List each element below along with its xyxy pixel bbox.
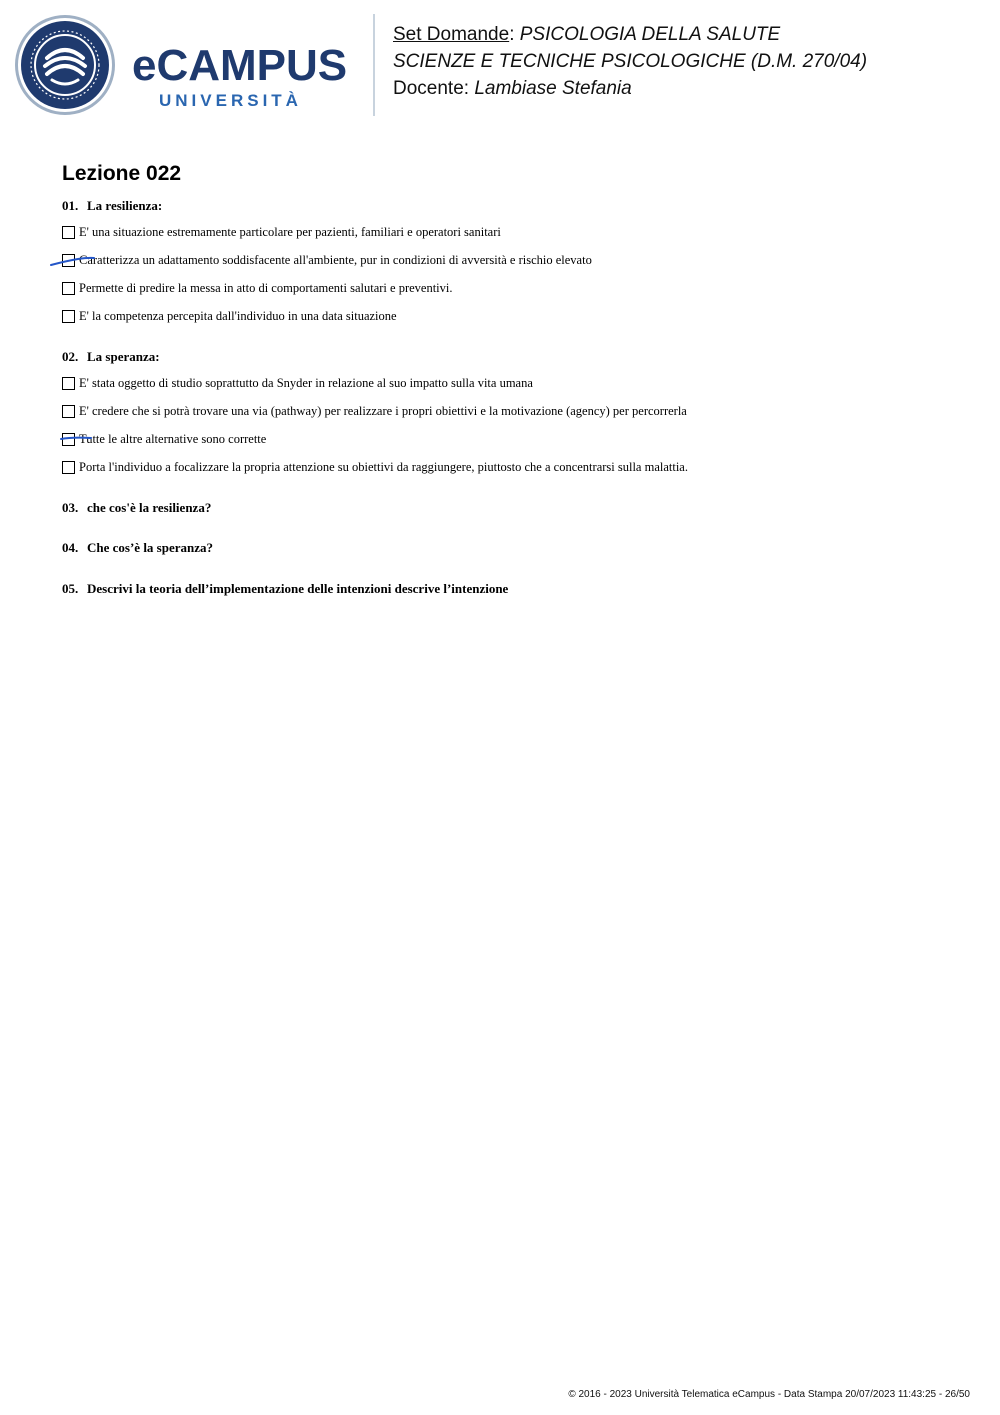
question-02-option-1[interactable]: E' stata oggetto di studio soprattutto da Snyder in relazione al suo impatto sulla vita umana [62, 375, 533, 391]
header-divider [373, 14, 375, 116]
logo-subtext: UNIVERSITÀ [159, 91, 302, 110]
page-footer: © 2016 - 2023 Università Telematica eCampus - Data Stampa 20/07/2023 11:43:25 - 26/50 [568, 1389, 970, 1400]
set-line: Set Domande: PSICOLOGIA DELLA SALUTE [393, 24, 781, 45]
pen-mark-icon [58, 431, 94, 445]
question-01-option-1[interactable]: E' una situazione estremamente particolare per pazienti, familiari e operatori sanitari [62, 224, 501, 240]
teacher-line [393, 75, 867, 102]
question-01-option-4[interactable]: E' la competenza percepita dall'individuo in una data situazione [62, 308, 397, 324]
course-name: SCIENZE E TECNICHE PSICOLOGICHE (D.M. 270/04) [393, 51, 868, 72]
ecampus-logo [14, 14, 360, 118]
checkbox[interactable] [62, 282, 75, 295]
set-value: PSICOLOGIA DELLA SALUTE [519, 24, 781, 45]
question-01-option-3[interactable]: Permette di predire la messa in atto di comportamenti salutari e preventivi. [62, 280, 453, 296]
question-01: 01. La resilienza: [62, 198, 163, 213]
question-05: 05. Descrivi la teoria dell’implementazione delle intenzioni descrive l’intenzione [62, 581, 509, 596]
question-02-option-3[interactable]: Tutte le altre alternative sono corrette [62, 431, 266, 447]
question-02-option-2[interactable]: E' credere che si potrà trovare una via (pathway) per realizzare i propri obiettivi e la motivazione (agency) per percorrerla [62, 403, 687, 419]
checkbox[interactable] [62, 377, 75, 390]
question-02: 02. La speranza: [62, 349, 160, 364]
header-info [393, 21, 867, 102]
checkbox[interactable] [62, 226, 75, 239]
lesson-title: Lezione 022 [62, 162, 182, 185]
course-line [393, 48, 867, 75]
question-04: 04. Che cos’è la speranza? [62, 540, 214, 555]
question-02-option-4[interactable]: Porta l'individuo a focalizzare la propria attenzione su obiettivi da raggiungere, piuttosto che a concentrarsi sulla malattia. [62, 459, 688, 475]
teacher-name: Lambiase Stefania [474, 78, 632, 99]
question-01-option-2[interactable]: Caratterizza un adattamento soddisfacente all'ambiente, pur in condizioni di avversità e rischio elevato [62, 252, 592, 268]
logo-wordmark: eCAMPUS [132, 41, 348, 90]
checkbox[interactable] [62, 405, 75, 418]
question-03: 03. che cos'è la resilienza? [62, 500, 212, 515]
checkbox[interactable] [62, 310, 75, 323]
set-label: Set Domande [393, 24, 510, 45]
pen-mark-icon [48, 252, 96, 270]
teacher-label: Docente: [393, 78, 470, 99]
university-seal-icon [15, 15, 115, 115]
checkbox[interactable] [62, 461, 75, 474]
